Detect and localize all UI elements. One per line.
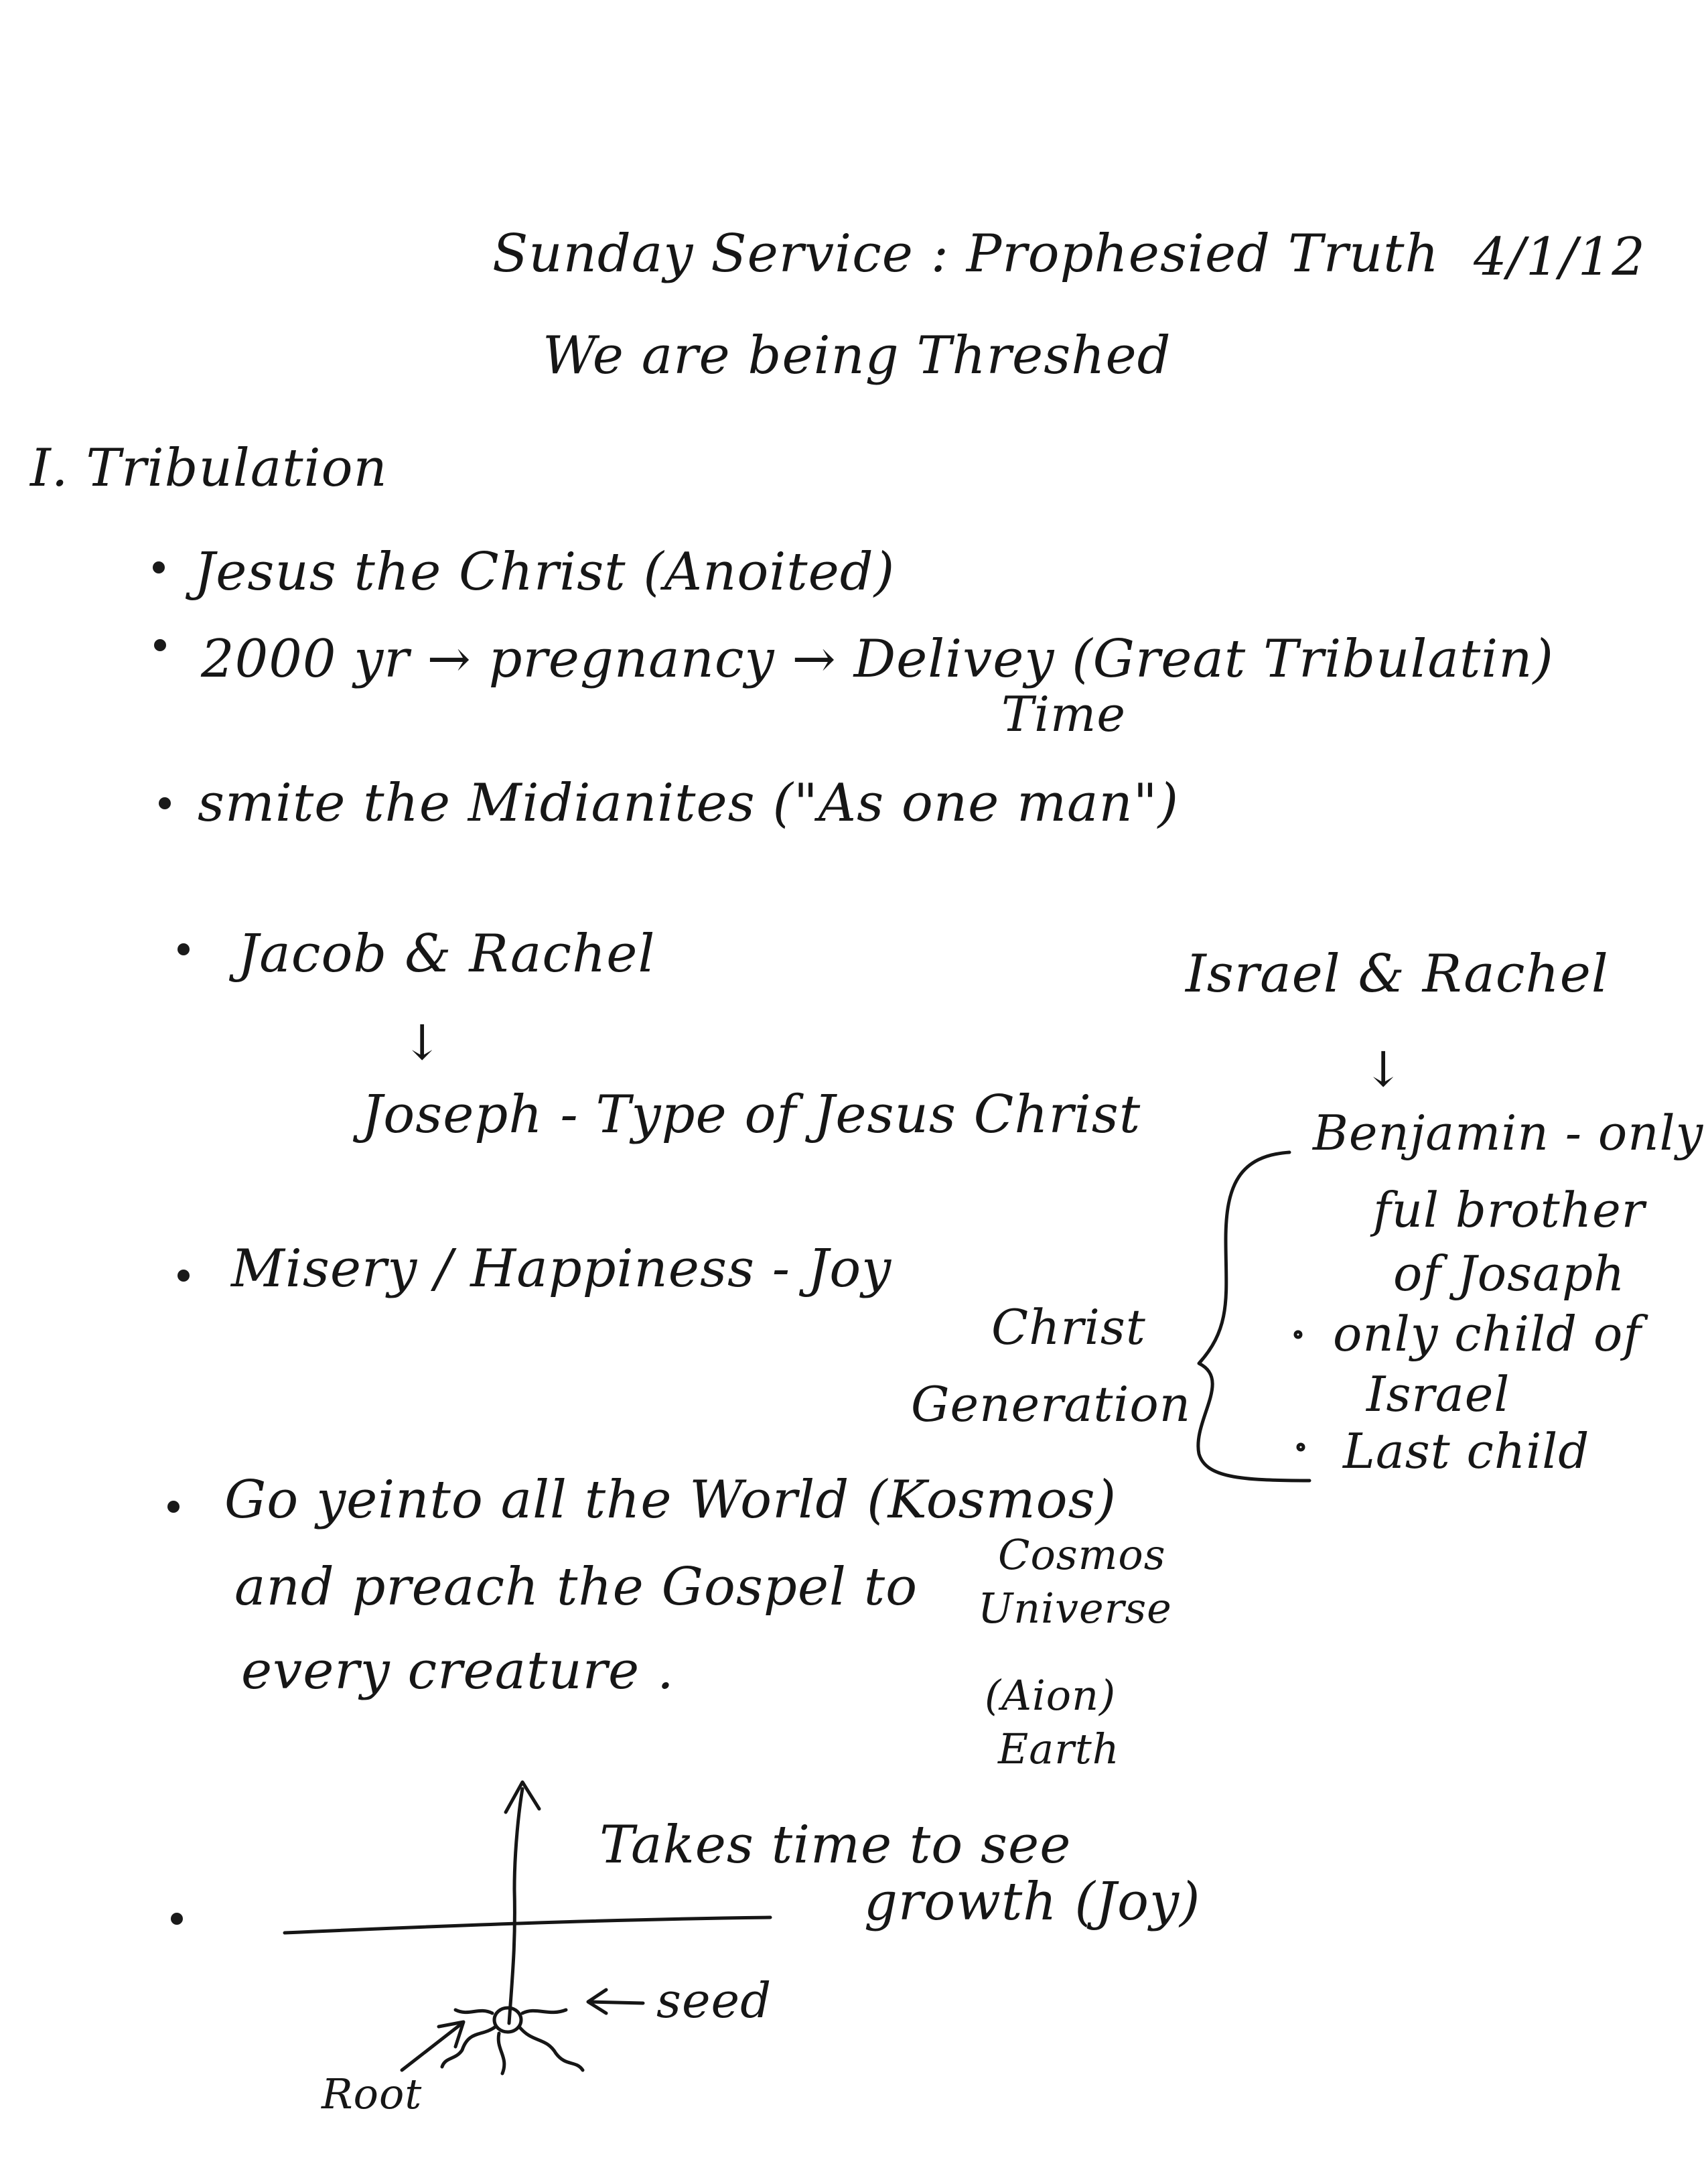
- benjamin-line-2: ful brother: [1373, 1182, 1646, 1238]
- world-universe: Universe: [978, 1584, 1172, 1633]
- stem-arrowhead: [506, 1782, 539, 1812]
- bullet-misery: Misery / Happiness - Joy: [231, 1239, 892, 1299]
- bullet-jacob: Jacob & Rachel: [238, 924, 656, 984]
- dot-marker: [1298, 1444, 1303, 1450]
- growth-caption-line-2: growth (Joy): [864, 1872, 1201, 1932]
- bullet-midianites: smite the Midianites ("As one man"): [198, 773, 1180, 833]
- bullet-go-line-1: Go yeinto all the World (Kosmos): [224, 1470, 1117, 1530]
- bullet-go-line-3: every creature .: [241, 1641, 674, 1701]
- benjamin-line-3: of Josaph: [1393, 1245, 1626, 1302]
- seed-shape: [494, 2008, 521, 2032]
- page-date: 4/1/12: [1474, 227, 1646, 287]
- dot-marker: [1295, 1332, 1301, 1337]
- christ-label: Christ: [991, 1299, 1146, 1355]
- bullet-pregnancy: 2000 yr → pregnancy → Delivey (Great Tribulatin): [201, 629, 1554, 689]
- world-earth: Earth: [998, 1724, 1120, 1773]
- bullet-dot: [153, 561, 165, 573]
- benjamin-line: Benjamin - only: [1313, 1105, 1704, 1161]
- root-squiggle: [519, 2027, 583, 2070]
- page-title: Sunday Service : Prophesied Truth: [492, 224, 1439, 284]
- benjamin-line-5: Israel: [1366, 1366, 1510, 1422]
- curly-brace: [1198, 1152, 1309, 1481]
- root-label: Root: [322, 2069, 423, 2118]
- root-arrowhead: [439, 2022, 464, 2047]
- seed-arrow: [589, 2002, 643, 2003]
- world-aion: (Aion): [985, 1671, 1117, 1720]
- bullet-dot: [159, 797, 171, 809]
- section-heading: I. Tribulation: [30, 438, 388, 498]
- bullet-pregnancy-time: Time: [1001, 686, 1126, 742]
- bullet-go-line-2: and preach the Gospel to: [234, 1557, 918, 1617]
- bullet-dot: [177, 943, 190, 955]
- root-arrow: [402, 2023, 462, 2070]
- page-subtitle: We are being Threshed: [543, 326, 1171, 386]
- world-cosmos: Cosmos: [998, 1530, 1166, 1579]
- seed-arrowhead: [588, 1990, 606, 2013]
- growth-caption-line-1: Takes time to see: [599, 1815, 1072, 1875]
- root-squiggle: [522, 2010, 566, 2013]
- ground-line: [285, 1917, 770, 1933]
- root-squiggle: [442, 2027, 496, 2067]
- bullet-dot: [167, 1501, 180, 1513]
- root-squiggle: [498, 2033, 504, 2074]
- joseph-line: Joseph - Type of Jesus Christ: [362, 1085, 1141, 1145]
- bullet-jesus: Jesus the Christ (Anoited): [194, 542, 896, 602]
- bullet-dot: [177, 1270, 190, 1282]
- benjamin-line-6: Last child: [1343, 1423, 1590, 1479]
- benjamin-line-4: only child of: [1333, 1306, 1642, 1362]
- seed-label: seed: [656, 1972, 772, 2029]
- root-squiggle: [455, 2010, 492, 2013]
- generation-label: Generation: [911, 1376, 1192, 1432]
- bullet-dot: [154, 639, 166, 651]
- jacob-arrow: ↓: [402, 1014, 443, 1071]
- israel-arrow: ↓: [1363, 1041, 1405, 1097]
- stem-line: [509, 1789, 522, 2023]
- bullet-dot: [171, 1913, 183, 1925]
- israel-title: Israel & Rachel: [1186, 944, 1609, 1004]
